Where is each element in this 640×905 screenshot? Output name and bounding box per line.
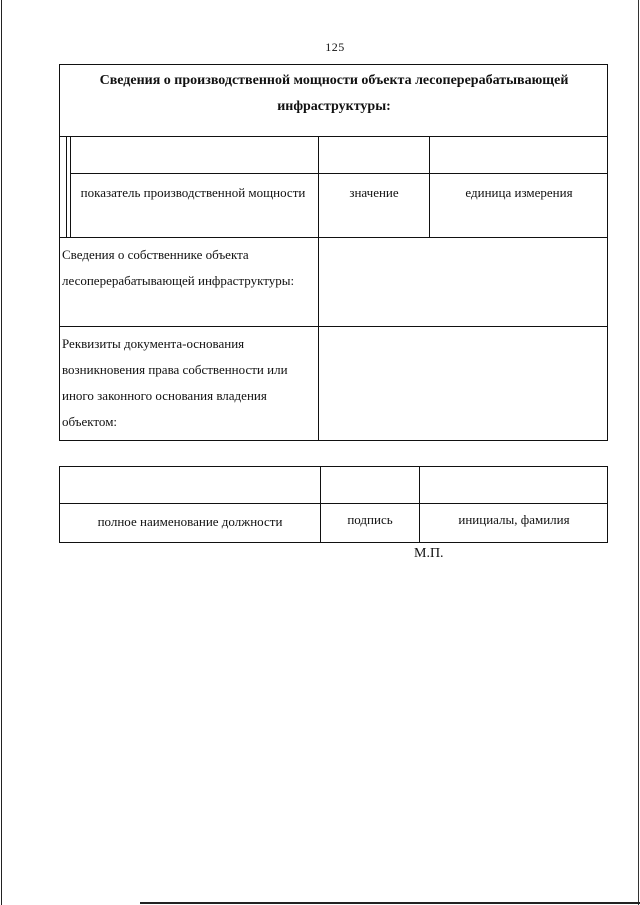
capacity-title <box>60 68 608 120</box>
capacity-indicator-label: показатель производственной мощности <box>80 185 306 200</box>
stamp-mark: М.П. <box>414 546 444 561</box>
capacity-title-line2: инфраструктуры: <box>277 99 391 114</box>
signature-name-label: инициалы, фамилия <box>458 512 570 527</box>
scan-right-edge <box>638 0 639 905</box>
owner-label: Сведения о собственнике объекта лесоперерабатывающей инфраструктуры: <box>62 247 295 288</box>
signature-position-label: полное наименование должности <box>97 514 283 529</box>
capacity-value-label: значение <box>349 185 399 200</box>
requisites-label: Реквизиты документа-основания возникновения права собственности или иного законного основания владения объектом: <box>62 336 288 429</box>
scan-left-edge <box>1 0 2 905</box>
capacity-unit-label: единица измерения <box>465 185 573 200</box>
page-number: 125 <box>325 40 345 54</box>
capacity-title-line1: Сведения о производственной мощности объекта лесоперерабатывающей <box>99 73 569 88</box>
scan-bottom-edge <box>140 902 640 904</box>
signature-sign-label: подпись <box>347 512 393 527</box>
